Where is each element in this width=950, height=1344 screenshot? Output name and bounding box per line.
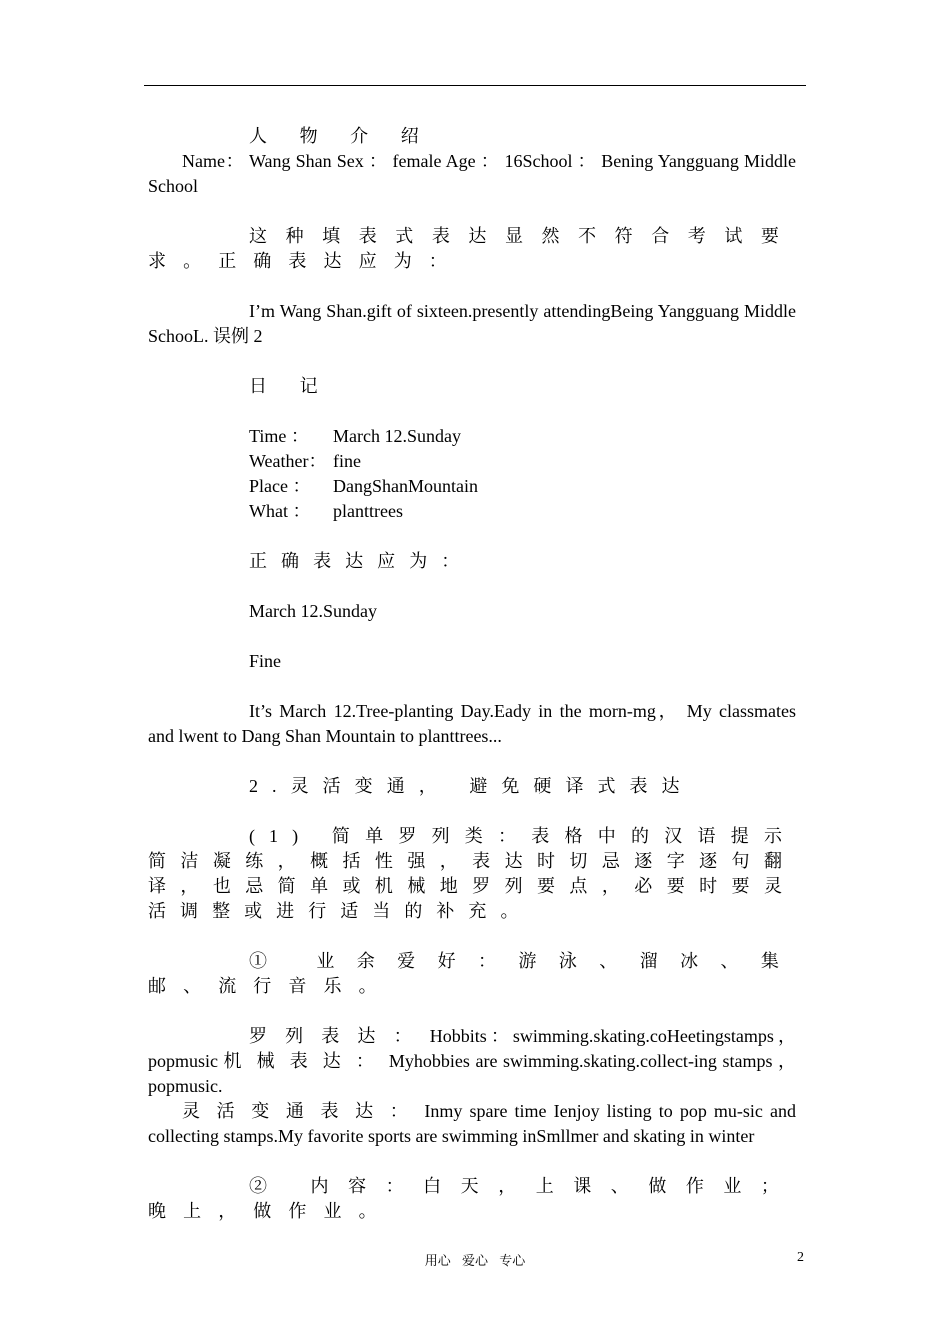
footer-motto: 用心 爱心 专心 bbox=[424, 1253, 526, 1268]
form-label: Time ： bbox=[249, 426, 309, 446]
diary-text: It’s March 12.Tree-planting Day.Eady in the morn-mg， My classmates and lwent to Dang Shan Mountain to planttrees... bbox=[148, 701, 796, 746]
flexible-expression-value: Inmy spare time Ienjoy listing to pop mu-sic and collecting stamps.My favorite sports are swimming inSmllmer and skating in winter bbox=[148, 1101, 796, 1146]
form-label: What ： bbox=[249, 501, 311, 521]
list-expression-label: 罗列表达： bbox=[249, 1026, 430, 1046]
person-form-text: Name： Wang Shan Sex ： female Age ： 16School ： Bening Yangguang Middle School bbox=[148, 151, 796, 196]
list-expression bbox=[148, 1024, 796, 1099]
flexible-expression bbox=[148, 1099, 796, 1149]
diary-form-row bbox=[249, 449, 796, 474]
list-expression-value: Hobbits：swimming.skating.coHeetingstamps， popmusic bbox=[148, 1026, 797, 1071]
diary-weather-line: Fine bbox=[249, 651, 282, 671]
document-body bbox=[148, 124, 796, 1249]
note-correct-expression: 这种填表式表达显然不符合考试要求。正确表达应为： bbox=[148, 226, 796, 271]
item-1-text: ① 业余爱好：游泳、溜冰、集邮、流行音乐。 bbox=[148, 951, 796, 996]
form-label: Weather： bbox=[249, 451, 327, 471]
expression-comparison bbox=[148, 1024, 796, 1149]
diary-form-row bbox=[249, 474, 796, 499]
mechanical-expression-label: 机械表达： bbox=[223, 1051, 389, 1071]
page-number: 2 bbox=[797, 1250, 804, 1265]
form-value: March 12.Sunday bbox=[333, 426, 461, 446]
correct-expression-text: I’m Wang Shan.gift of sixteen.presently attendingBeing Yangguang Middle SchooL. 误例 2 bbox=[148, 301, 796, 346]
mechanical-expression-value: Myhobbies are swimming.skating.collect-ing stamps ， popmusic. bbox=[148, 1051, 797, 1096]
form-value: DangShanMountain bbox=[333, 476, 478, 496]
section-title-diary: 日 记 bbox=[249, 376, 332, 396]
diary-form-row bbox=[249, 424, 796, 449]
section-heading-2: 2.灵活变通， 避免硬译式表达 bbox=[249, 776, 694, 796]
header-rule bbox=[144, 85, 806, 86]
section-title-person: 人 物 介 绍 bbox=[249, 126, 433, 146]
note-correct-expression-2: 正确表达应为： bbox=[249, 551, 474, 571]
form-value: fine bbox=[333, 451, 361, 471]
diary-form-row bbox=[249, 499, 796, 524]
item-2-text: ② 内容：白天，上课、做作业；晚上，做作业。 bbox=[148, 1176, 796, 1221]
flexible-expression-label: 灵活变通表达： bbox=[182, 1101, 425, 1121]
section-1-text: (1) 简单罗列类：表格中的汉语提示简洁凝练，概括性强，表达时切忌逐字逐句翻译，也忌简单或机械地罗列要点，必要时要灵活调整或进行适当的补充。 bbox=[148, 826, 796, 921]
form-label: Place ： bbox=[249, 476, 311, 496]
diary-date-line: March 12.Sunday bbox=[249, 601, 377, 621]
page-footer bbox=[0, 1250, 950, 1270]
form-value: planttrees bbox=[333, 501, 403, 521]
diary-form bbox=[148, 424, 796, 524]
